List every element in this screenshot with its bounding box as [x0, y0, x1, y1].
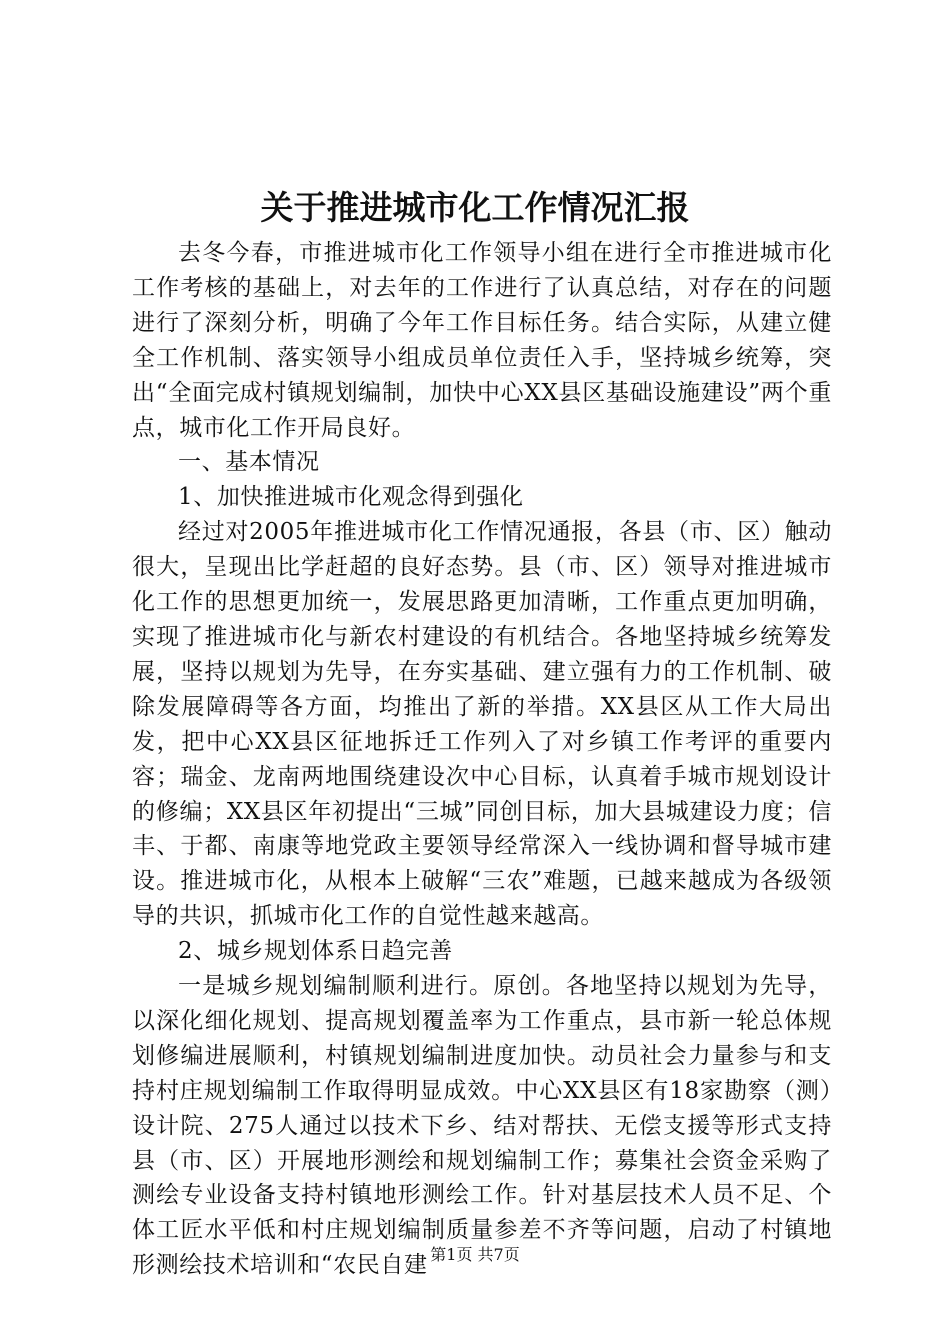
page-footer: 第1页 共7页 — [430, 1245, 520, 1264]
paragraph-intro: 去冬今春，市推进城市化工作领导小组在进行全市推进城市化工作考核的基础上，对去年的工作进行了认真总结，对存在的问题进行了深刻分析，明确了今年工作目标任务。结合实际，从建立健全工作机制、落实领导小组成员单位责任入手，坚持城乡统筹，突出“全面完成村镇规划编制，加快中心XX县区基础设施建设”两个重点，城市化工作开局良好。 — [132, 240, 832, 441]
document-body — [132, 236, 832, 1283]
paragraph-2: 一是城乡规划编制顺利进行。原创。各地坚持以规划为先导，以深化细化规划、提高规划覆盖率为工作重点，县市新一轮总体规划修编进展顺利，村镇规划编制进度加快。动员社会力量参与和支持村庄规划编制工作取得明显成效。中心XX县区有18家勘察（测）设计院、275人通过以技术下乡、结对帮扶、无偿支援等形式支持县（市、区）开展地形测绘和规划编制工作；募集社会资金采购了测绘专业设备支持村镇地形测绘工作。针对基层技术人员不足、个体工匠水平低和村庄规划编制质量参差不齐等问题，启动了村镇地形测绘技术培训和“农民自建 — [132, 973, 832, 1279]
section-heading-basic-situation: 一、基本情况 — [178, 449, 320, 476]
document-title: 关于推进城市化工作情况汇报 — [260, 188, 690, 227]
subheading-1: 1、加快推进城市化观念得到强化 — [178, 484, 524, 511]
subheading-2: 2、城乡规划体系日趋完善 — [178, 938, 453, 965]
paragraph-1: 经过对2005年推进城市化工作情况通报，各县（市、区）触动很大，呈现出比学赶超的良好态势。县（市、区）领导对推进城市化工作的思想更加统一，发展思路更加清晰，工作重点更加明确，实现了推进城市化与新农村建设的有机结合。各地坚持城乡统筹发展，坚持以规划为先导，在夯实基础、建立强有力的工作机制、破除发展障碍等各方面，均推出了新的举措。XX县区从工作大局出发，把中心XX县区征地拆迁工作列入了对乡镇工作考评的重要内容；瑞金、龙南两地围绕建设次中心目标，认真着手城市规划设计的修编；XX县区年初提出“三城”同创目标，加大县城建设力度；信丰、于都、南康等地党政主要领导经常深入一线协调和督导城市建设。推进城市化，从根本上破解“三农”难题，已越来越成为各级领导的共识，抓城市化工作的自觉性越来越高。 — [132, 519, 832, 930]
